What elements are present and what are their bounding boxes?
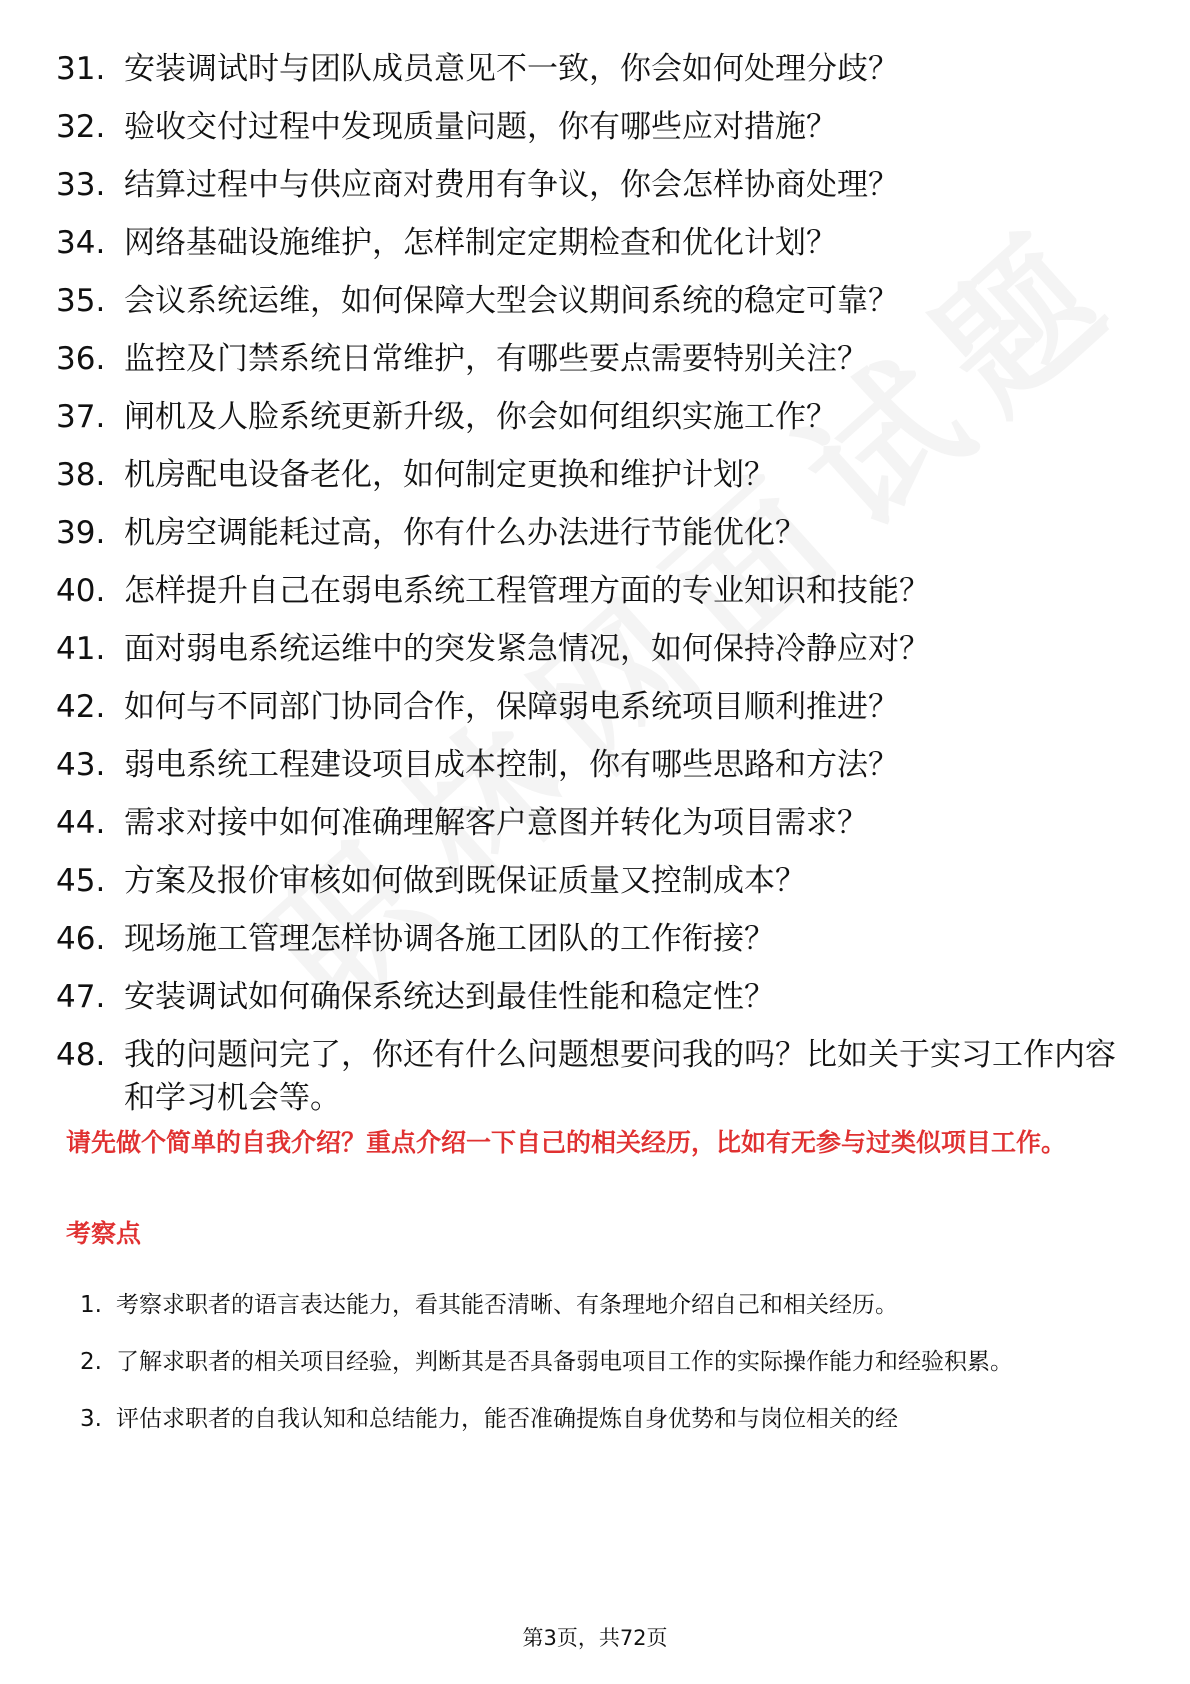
question-item [56, 1034, 1116, 1120]
highlight-question: 请先做个简单的自我介绍？重点介绍一下自己的相关经历，比如有无参与过类似项目工作。 [66, 1128, 1067, 1157]
section-label: 考察点 [66, 1219, 142, 1248]
question-number: 38. [56, 457, 106, 493]
question-item [56, 222, 1116, 265]
question-number: 40. [56, 573, 106, 609]
question-item [56, 338, 1116, 381]
question-number: 41. [56, 631, 106, 667]
question-text: 安装调试时与团队成员意见不一致，你会如何处理分歧？ [124, 51, 899, 87]
question-item [56, 918, 1116, 961]
question-text: 我的问题问完了，你还有什么问题想要问我的吗？比如关于实习工作内容和学习机会等。 [124, 1037, 1116, 1116]
question-text: 会议系统运维，如何保障大型会议期间系统的稳定可靠？ [124, 283, 899, 319]
question-text: 监控及门禁系统日常维护，有哪些要点需要特别关注？ [124, 341, 868, 377]
question-number: 47. [56, 979, 106, 1015]
question-item [56, 744, 1116, 787]
question-text: 网络基础设施维护，怎样制定定期检查和优化计划？ [124, 225, 837, 261]
page-footer: 第3页，共72页 [522, 1626, 668, 1650]
question-number: 45. [56, 863, 106, 899]
question-number: 43. [56, 747, 106, 783]
question-item [56, 48, 1116, 91]
question-number: 46. [56, 921, 106, 957]
question-number: 36. [56, 341, 106, 377]
question-text: 怎样提升自己在弱电系统工程管理方面的专业知识和技能？ [124, 573, 930, 609]
question-item [56, 686, 1116, 729]
question-text: 安装调试如何确保系统达到最佳性能和稳定性？ [124, 979, 775, 1015]
question-number: 35. [56, 283, 106, 319]
question-item [56, 860, 1116, 903]
question-item [56, 802, 1116, 845]
question-number: 37. [56, 399, 106, 435]
question-number: 39. [56, 515, 106, 551]
point-text: 评估求职者的自我认知和总结能力，能否准确提炼自身优势和与岗位相关的经 [116, 1406, 898, 1432]
point-text: 考察求职者的语言表达能力，看其能否清晰、有条理地介绍自己和相关经历。 [116, 1292, 898, 1318]
question-text: 结算过程中与供应商对费用有争议，你会怎样协商处理？ [124, 167, 899, 203]
question-text: 面对弱电系统运维中的突发紧急情况，如何保持冷静应对？ [124, 631, 930, 667]
question-item [56, 106, 1116, 149]
question-text: 验收交付过程中发现质量问题，你有哪些应对措施？ [124, 109, 837, 145]
question-number: 31. [56, 51, 106, 87]
question-item [56, 396, 1116, 439]
question-text: 如何与不同部门协同合作，保障弱电系统项目顺利推进？ [124, 689, 899, 725]
assessment-point [80, 1337, 1040, 1388]
question-item [56, 280, 1116, 323]
question-number: 44. [56, 805, 106, 841]
question-item [56, 976, 1116, 1019]
question-text: 弱电系统工程建设项目成本控制，你有哪些思路和方法？ [124, 747, 899, 783]
question-text: 现场施工管理怎样协调各施工团队的工作衔接？ [124, 921, 775, 957]
question-number: 34. [56, 225, 106, 261]
question-item [56, 512, 1116, 555]
question-item [56, 454, 1116, 497]
question-number: 32. [56, 109, 106, 145]
question-text: 方案及报价审核如何做到既保证质量又控制成本？ [124, 863, 806, 899]
question-item [56, 628, 1116, 671]
point-text: 了解求职者的相关项目经验，判断其是否具备弱电项目工作的实际操作能力和经验积累。 [116, 1349, 1013, 1375]
question-text: 需求对接中如何准确理解客户意图并转化为项目需求？ [124, 805, 868, 841]
question-number: 33. [56, 167, 106, 203]
question-number: 42. [56, 689, 106, 725]
question-text: 闸机及人脸系统更新升级，你会如何组织实施工作？ [124, 399, 837, 435]
question-item [56, 570, 1116, 613]
assessment-point-list [80, 1280, 1040, 1451]
assessment-point [80, 1394, 1040, 1445]
assessment-point [80, 1280, 1040, 1331]
point-number: 2. [80, 1349, 102, 1375]
question-item [56, 164, 1116, 207]
point-number: 1. [80, 1292, 102, 1318]
point-number: 3. [80, 1406, 102, 1432]
question-text: 机房空调能耗过高，你有什么办法进行节能优化？ [124, 515, 806, 551]
question-number: 48. [56, 1037, 106, 1073]
question-list [56, 48, 1116, 1135]
question-text: 机房配电设备老化，如何制定更换和维护计划？ [124, 457, 775, 493]
